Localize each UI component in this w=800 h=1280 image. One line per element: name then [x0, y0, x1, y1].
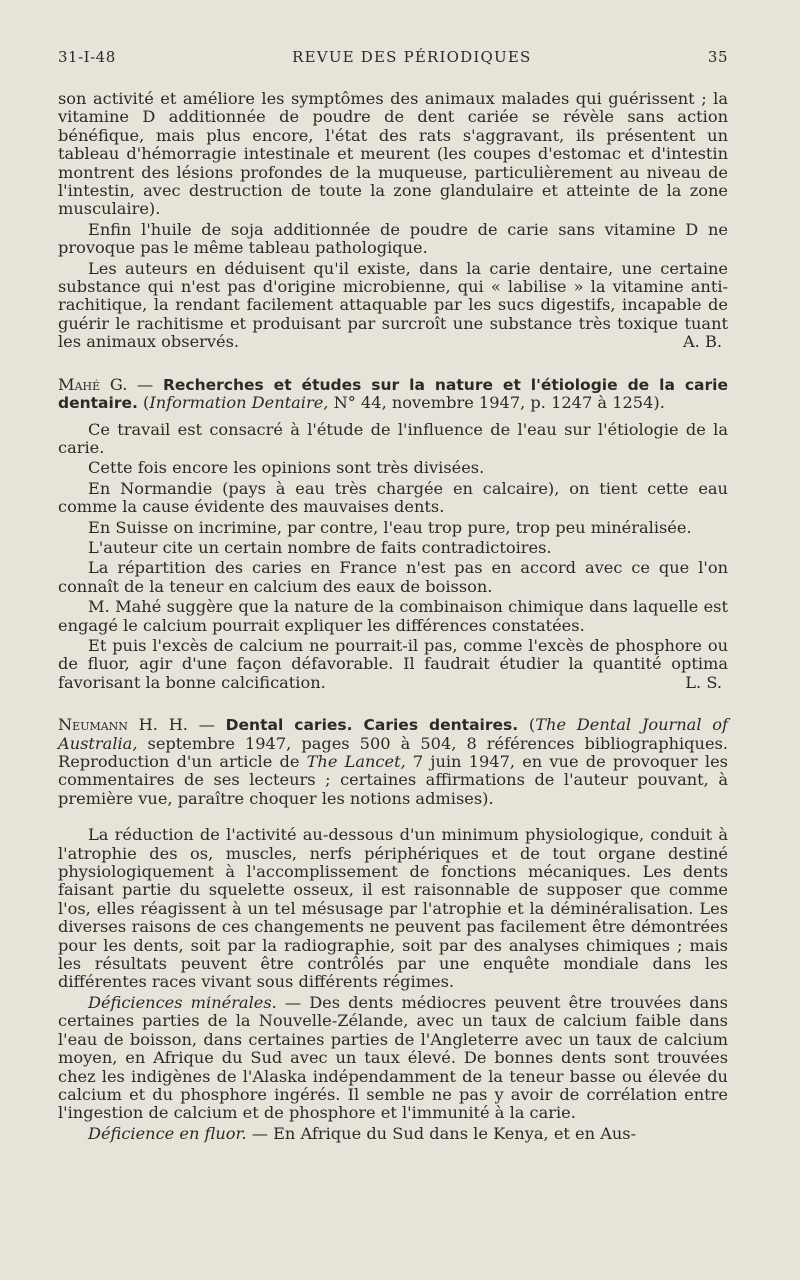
article-title: Recherches et études sur la nature et l'étiologie de la carie dentaire.: [58, 375, 728, 413]
subheading: Déficience en fluor.: [88, 1123, 247, 1143]
journal-name: Information Dentaire,: [149, 393, 329, 413]
citation: [58, 376, 728, 413]
reviewer-signature: A. B.: [682, 332, 722, 352]
review-heading: [58, 716, 728, 808]
reproduced-journal: The Lancet,: [306, 752, 406, 771]
reference-details: N° 44, novembre 1947, p. 1247 à 1254).: [328, 393, 665, 413]
reference-details-end: 7 juin 1947, en vue de provoquer les commentaires de ses lecteurs ; certaines affirmations de l'auteur pouvant, à première vue, paraître choquer les notions admises).: [58, 752, 728, 808]
review-continuation: [58, 90, 728, 352]
dash: —: [187, 715, 226, 735]
paragraph: L'auteur cite un certain nombre de faits contradictoires.: [88, 537, 552, 557]
ref-open: (: [518, 715, 536, 735]
review-mahe: [58, 376, 728, 693]
page-number: 35: [707, 48, 728, 66]
paragraph: En Normandie (pays à eau très chargée en calcaire), on tient cette eau comme la cause évidente des mauvaises dents.: [58, 478, 728, 517]
paragraph: son activité et améliore les symptômes des animaux malades qui guérissent ; la vitamine D additionnée de poudre de dent cariée se révèle sans action bénéfique, mais plus encore, l'état des rats s'aggravant, ils présentent un tableau d'hémorragie intestinale et meurent (les coupes d'estomac et d'intestin montrent des lésions profondes de la muqueuse, particulièrement au niveau de l'intestin, avec destruction de toute la zone glandulaire et atteinte de la zone musculaire).: [58, 89, 728, 219]
paragraph: [58, 260, 728, 352]
running-header: [58, 48, 728, 66]
issue-date: 31-I-48: [58, 48, 116, 66]
review-neumann: [58, 716, 728, 1143]
paragraph: En Suisse on incrimine, par contre, l'eau trop pure, trop peu minéralisée.: [88, 517, 692, 537]
article-body: [58, 90, 728, 1143]
citation: [58, 716, 728, 808]
paragraph-text: Les auteurs en déduisent qu'il existe, dans la carie dentaire, une certaine substance qui n'est pas d'origine microbienne, qui « labilise » la vitamine anti-rachitique, la rendant facilement attaquable par les sucs digestifs, incapable de guérir le rachitisme et produisant par surcroît une substance très toxique tuant les animaux observés.: [58, 258, 728, 352]
dash: —: [127, 374, 163, 394]
subheading: Déficiences minérales.: [88, 992, 277, 1012]
paragraph: La répartition des caries en France n'est pas en accord avec ce que l'on connaît de la teneur en calcium des eaux de boisson.: [58, 558, 728, 596]
paragraph: [58, 1125, 728, 1143]
reference-details: septembre 1947, pages 500 à 504, 8 références bibliographiques. Reproduction d'un article de: [58, 733, 728, 771]
paragraph-text: — Des dents médiocres peuvent être trouvées dans certaines parties de la Nouvelle-Zélande, avec un taux de calcium faible dans l'eau de boisson, dans certaines parties de l'Angleterre avec un taux de calcium moyen, en Afrique du Sud avec un taux élevé. De bonnes dents sont trouvées chez les indigènes de l'Alaska indépendamment de la teneur basse ou élevée du calcium et du phosphore ingérés. Il semble ne pas y avoir de corrélation entre l'ingestion de calcium et de phosphore et l'immunité à la carie.: [58, 992, 728, 1123]
author-name: Mahé G.: [58, 374, 128, 394]
paragraph: M. Mahé suggère que la nature de la combinaison chimique dans laquelle est engagé le calcium pourrait expliquer les différences constatées.: [58, 597, 728, 635]
journal-running-title: REVUE DES PÉRIODIQUES: [292, 48, 532, 66]
paragraph-text: — En Afrique du Sud dans le Kenya, et en Aus-: [246, 1123, 637, 1143]
author-name: Neumann H. H.: [58, 715, 188, 735]
paragraph: Enfin l'huile de soja additionnée de poudre de carie sans vitamine D ne provoque pas le même tableau pathologique.: [58, 219, 728, 258]
journal-name: The Dental Journal of Australia,: [58, 715, 728, 753]
article-title: Dental caries. Caries dentaires.: [225, 716, 519, 735]
paragraph: [58, 637, 728, 692]
ref-open: (: [137, 393, 150, 413]
paragraph: Ce travail est consacré à l'étude de l'influence de l'eau sur l'étiologie de la carie.: [58, 419, 728, 457]
paragraph: [58, 994, 728, 1123]
review-heading: [58, 376, 728, 413]
reviewer-signature: L. S.: [685, 672, 722, 692]
paragraph-text: Et puis l'excès de calcium ne pourrait-il pas, comme l'excès de phosphore ou de fluor, agir d'une façon défavorable. Il faudrait étudier la quantité optima favorisant la bonne calcification.: [58, 635, 728, 692]
paragraph: La réduction de l'activité au-dessous d'un minimum physiologique, conduit à l'atrophie des os, muscles, nerfs périphériques et de tout organe destiné physiologiquement à l'accomplissement de fonctions mécaniques. Les dents faisant partie du squelette osseux, il est raisonnable de supposer que comme l'os, elles réagissent à un tel mésusage par l'atrophie et la déminéralisation. Les diverses raisons de ces changements ne peuvent pas facilement être démontrées pour les dents, soit par la radiographie, soit par des analyses chimiques ; mais les résultats peuvent être contrôlés par une enquête mondiale dans les différentes races vivant sous différents régimes.: [58, 825, 728, 992]
paragraph: Cette fois encore les opinions sont très divisées.: [88, 458, 485, 478]
